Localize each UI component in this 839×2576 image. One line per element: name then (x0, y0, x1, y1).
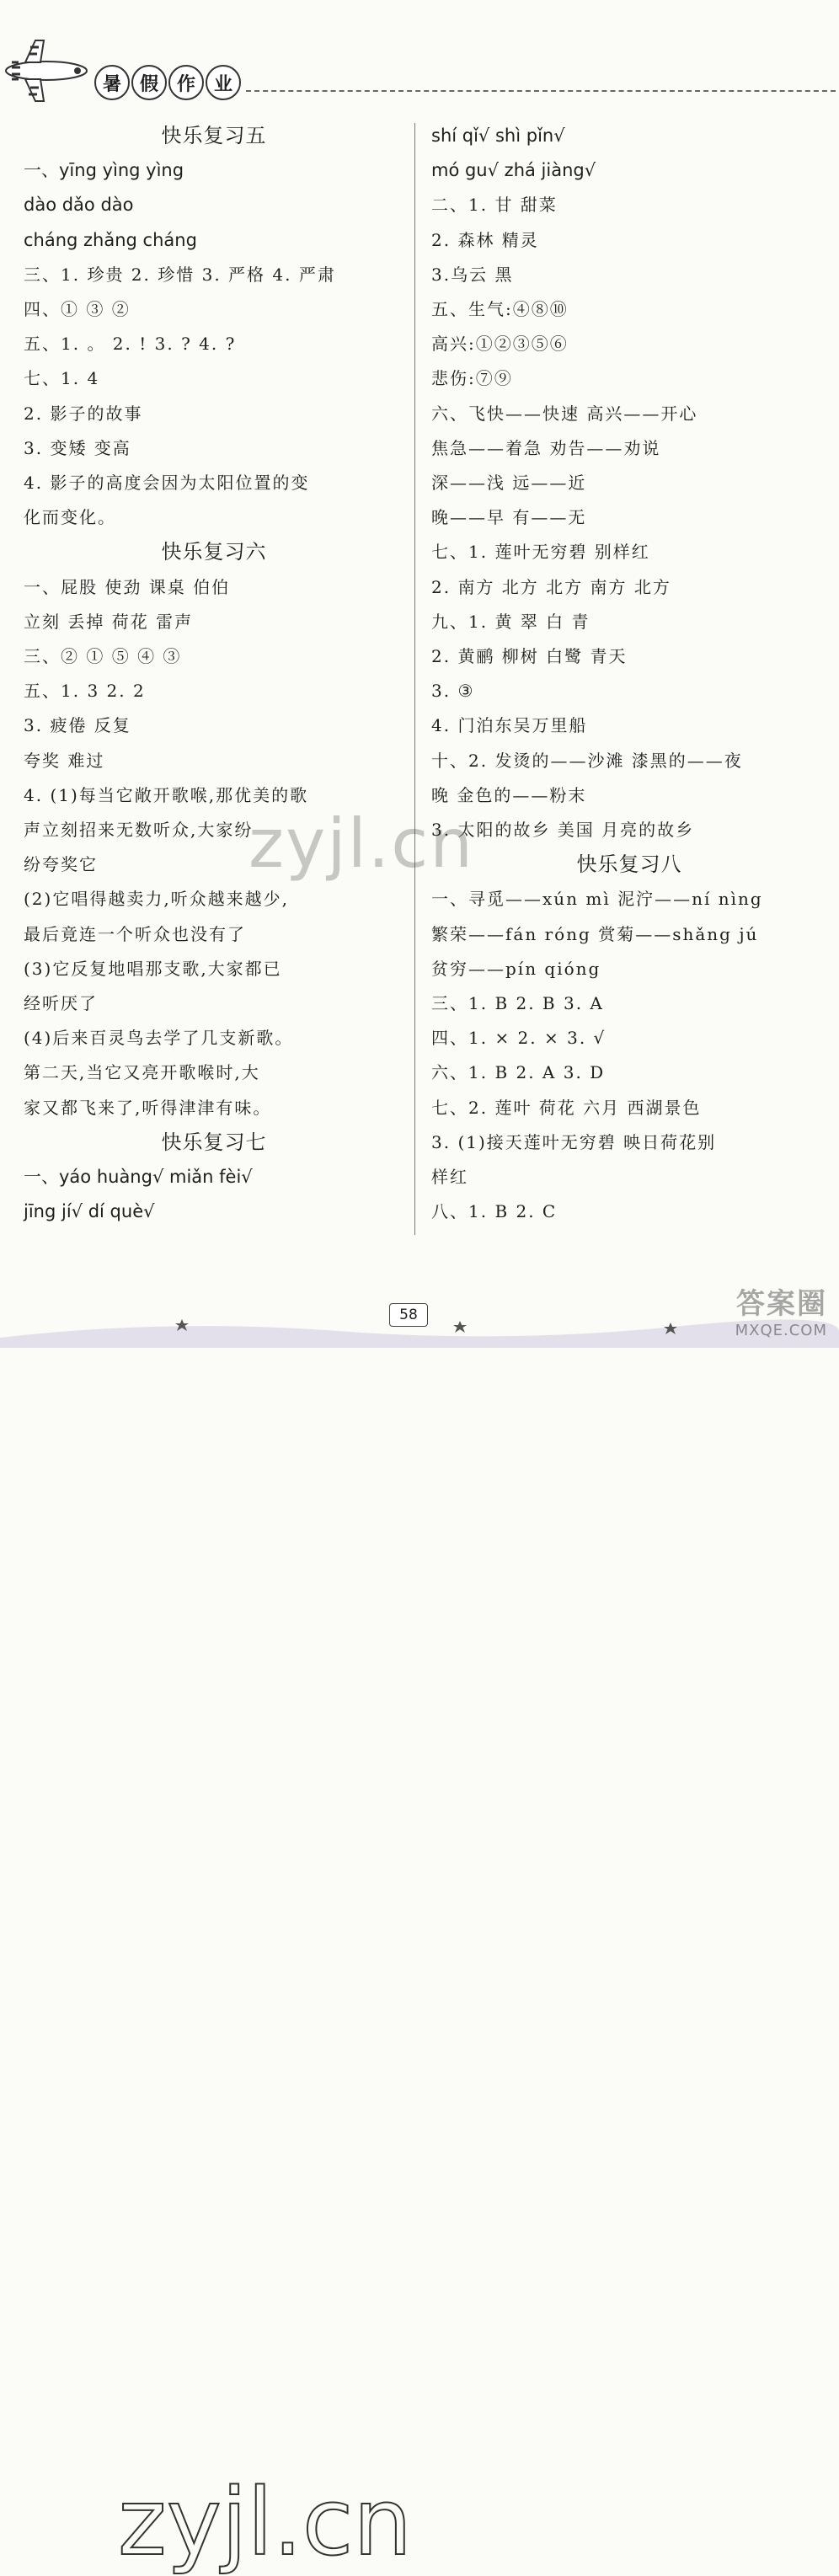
answer-line: shí qǐ√ shì pǐn√ (431, 126, 565, 146)
answer-line: 悲伤:⑦⑨ (431, 368, 513, 389)
header-dashed-line (246, 90, 836, 92)
answer-line: 经听厌了 (24, 993, 98, 1013)
answer-line: 样红 (431, 1167, 468, 1187)
answer-line: 3. 疲倦 反复 (24, 715, 131, 736)
answer-line: 纷夸奖它 (24, 854, 98, 875)
answer-line: 3. (1)接天莲叶无穷碧 映日荷花别 (431, 1131, 717, 1152)
answer-line: 五、1. 3 2. 2 (24, 681, 146, 702)
answer-line: 2. 南方 北方 北方 南方 北方 (431, 576, 671, 597)
answer-line: 一、寻觅——xún mì 泥泞——ní nìng (431, 889, 763, 910)
answer-line: 九、1. 黄 翠 白 青 (431, 611, 591, 632)
answer-line: mó gu√ zhá jiàng√ (431, 160, 596, 181)
answer-line: cháng zhǎng cháng (24, 229, 197, 250)
answer-line: 第二天,当它又亮开歌喉时,大 (24, 1062, 260, 1083)
answer-line: 一、屁股 使劲 课桌 伯伯 (24, 576, 231, 597)
answer-line: (3)它反复地唱那支歌,大家都已 (24, 958, 282, 979)
answer-line: 夸奖 难过 (24, 750, 105, 771)
answer-line: 4. 影子的高度会因为太阳位置的变 (24, 473, 310, 493)
answer-line: 贫穷——pín qióng (431, 958, 601, 979)
answer-line: 四、1. × 2. × 3. √ (431, 1028, 607, 1049)
answer-line: 晚——早 有——无 (431, 507, 587, 528)
answer-line: 2. 森林 精灵 (431, 229, 539, 250)
answer-line: 立刻 丢掉 荷花 雷声 (24, 611, 194, 632)
answer-line: 繁荣——fán róng 赏菊——shǎng jú (431, 923, 759, 944)
section-title: 快乐复习八 (576, 852, 682, 877)
answer-line: 五、1. 。 2. ! 3. ? 4. ? (24, 334, 237, 355)
answer-line: 七、1. 4 (24, 368, 100, 389)
column-divider (414, 123, 415, 1235)
answer-line: 八、1. B 2. C (431, 1201, 558, 1222)
section-title: 快乐复习五 (161, 124, 267, 147)
watermark-middle: zyjl.cn (248, 804, 474, 883)
answer-line: 六、1. B 2. A 3. D (431, 1062, 606, 1083)
badge-char: 假 (131, 65, 167, 100)
answer-line: 家又都飞来了,听得津津有味。 (24, 1097, 272, 1118)
page-footer (0, 1238, 839, 2576)
answer-line: 声立刻招来无数听众,大家纷 (24, 820, 254, 840)
page-header (0, 0, 839, 118)
answer-line: 一、yīng yìng yìng (24, 160, 184, 181)
watermark-bottom: zyjl.cn (118, 2468, 413, 2576)
answer-line: 2. 黄鹂 柳树 白鹭 青天 (431, 646, 628, 666)
section-title: 快乐复习六 (161, 540, 267, 564)
answer-line: (2)它唱得越卖力,听众越来越少, (24, 889, 290, 910)
answer-line: 4. 门泊东吴万里船 (431, 715, 588, 736)
answer-line: 七、2. 莲叶 荷花 六月 西湖景色 (431, 1097, 702, 1118)
answer-line: 化而变化。 (24, 507, 116, 528)
corner-logo-text: 答案圈 (736, 1287, 827, 1321)
answer-line: 最后竟连一个听众也没有了 (24, 923, 246, 944)
answer-line: 焦急——着急 劝告——劝说 (431, 437, 661, 458)
answer-line: 高兴:①②③⑤⑥ (431, 334, 569, 355)
answer-line: 十、2. 发烫的——沙滩 漆黑的——夜 (431, 750, 743, 771)
answer-line: 六、飞快——快速 高兴——开心 (431, 403, 698, 424)
page-number: 58 (389, 1303, 428, 1327)
answer-line: 深——浅 远——近 (431, 473, 587, 493)
section-title: 快乐复习七 (161, 1130, 267, 1154)
answer-line: 三、1. 珍贵 2. 珍惜 3. 严格 4. 严肃 (24, 264, 336, 285)
answer-line: 3. 变矮 变高 (24, 437, 131, 458)
answer-line: 3. 太阳的故乡 美国 月亮的故乡 (431, 820, 695, 840)
answer-line: dào dǎo dào (24, 195, 134, 216)
answer-line: 二、1. 甘 甜菜 (431, 195, 558, 216)
answer-line: 五、生气:④⑧⑩ (431, 299, 569, 319)
airplane-icon (0, 37, 93, 104)
answer-line: (4)后来百灵鸟去学了几支新歌。 (24, 1028, 294, 1049)
badge-char: 作 (168, 65, 204, 100)
answer-line: 三、② ① ⑤ ④ ③ (24, 646, 182, 666)
answer-line: 3. ③ (431, 681, 475, 702)
corner-logo-url: MXQE.COM (735, 1322, 827, 1339)
answer-line: 晚 金色的——粉末 (431, 784, 587, 805)
answer-line: jīng jí√ dí què√ (24, 1201, 155, 1222)
answer-line: 2. 影子的故事 (24, 403, 143, 424)
badge-char: 业 (206, 65, 241, 100)
answer-line: 4. (1)每当它敞开歌喉,那优美的歌 (24, 784, 309, 805)
answer-line: 三、1. B 2. B 3. A (431, 993, 604, 1013)
answer-line: 3.乌云 黑 (431, 264, 514, 285)
answer-line: 四、① ③ ② (24, 299, 131, 319)
footer-decoration (0, 1238, 839, 1348)
summer-homework-badge (94, 65, 241, 100)
answer-line: 七、1. 莲叶无穷碧 别样红 (431, 542, 650, 563)
badge-char: 暑 (94, 65, 130, 100)
answer-line: 一、yáo huàng√ miǎn fèi√ (24, 1167, 253, 1187)
